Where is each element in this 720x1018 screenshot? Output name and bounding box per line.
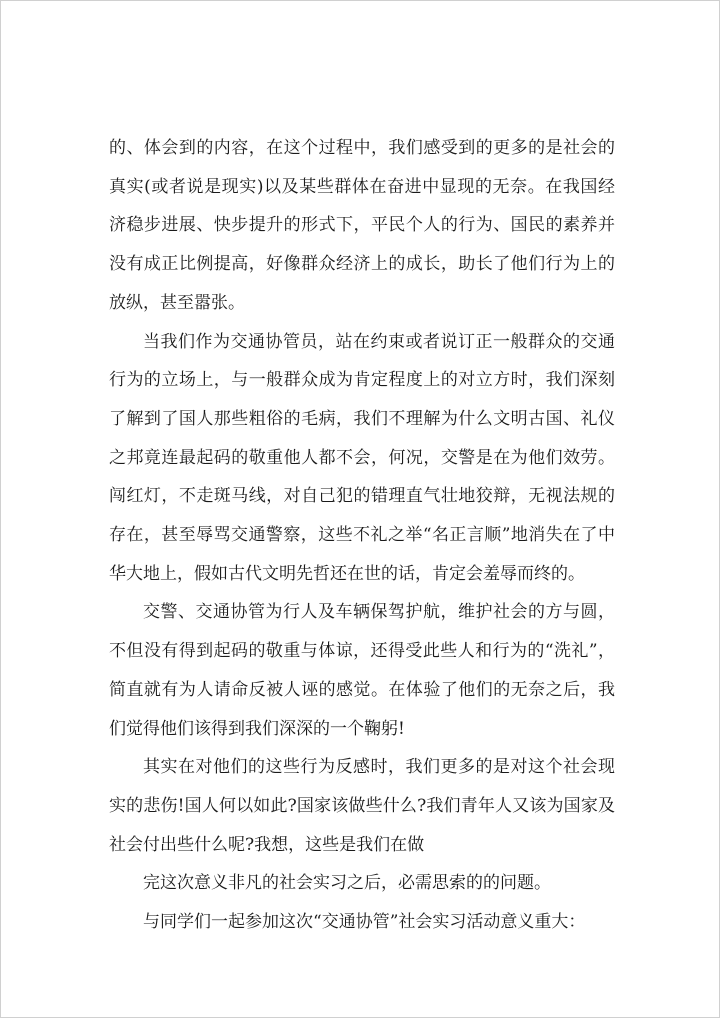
paragraph-6: 与同学们一起参加这次“交通协管”社会实习活动意义重大： [143,912,586,933]
paragraph-5: 完这次意义非凡的社会实习之后，必需思索的的问题。 [143,873,551,894]
paragraph-2: 当我们作为交通协管员，站在约束或者说订正一般群众的交通行为的立场上，与一般群众成为肯定程度上的对立方时，我们深刻了解到了国人那些粗俗的毛病，我们不理解为什么文明古国、礼仪之邦竟连最起码的敬重他人都不会，何况，交警是在为他们效劳。闯红灯，不走斑马线，对自己犯的错理直气壮地狡辩，无视法规的存在，甚至辱骂交通警察，这些不礼之举“名正言顺”地消失在了中华大地上，假如古代文明先哲还在世的话，肯定会羞辱而终的。 [109,331,615,584]
paragraph-3: 交警、交通协管为行人及车辆保驾护航，维护社会的方与圆，不但没有得到起码的敬重与体谅，还得受此些人和行为的“洗礼”，简直就有为人请命反被人诬的感觉。在体验了他们的无奈之后，我们觉得他们该得到我们深深的一个鞠躬! [109,602,615,739]
paragraph-4: 其实在对他们的这些行为反感时，我们更多的是对这个社会现实的悲伤!国人何以如此?国家该做些什么?我们青年人又该为国家及社会付出些什么呢?我想，这些是我们在做 [109,757,615,855]
document-body [109,129,615,942]
paragraph-1: 的、体会到的内容，在这个过程中，我们感受到的更多的是社会的真实(或者说是现实)以及某些群体在奋进中显现的无奈。在我国经济稳步进展、快步提升的形式下，平民个人的行为、国民的素养并没有成正比例提高，好像群众经济上的成长，助长了他们行为上的放纵，甚至嚣张。 [109,138,615,313]
